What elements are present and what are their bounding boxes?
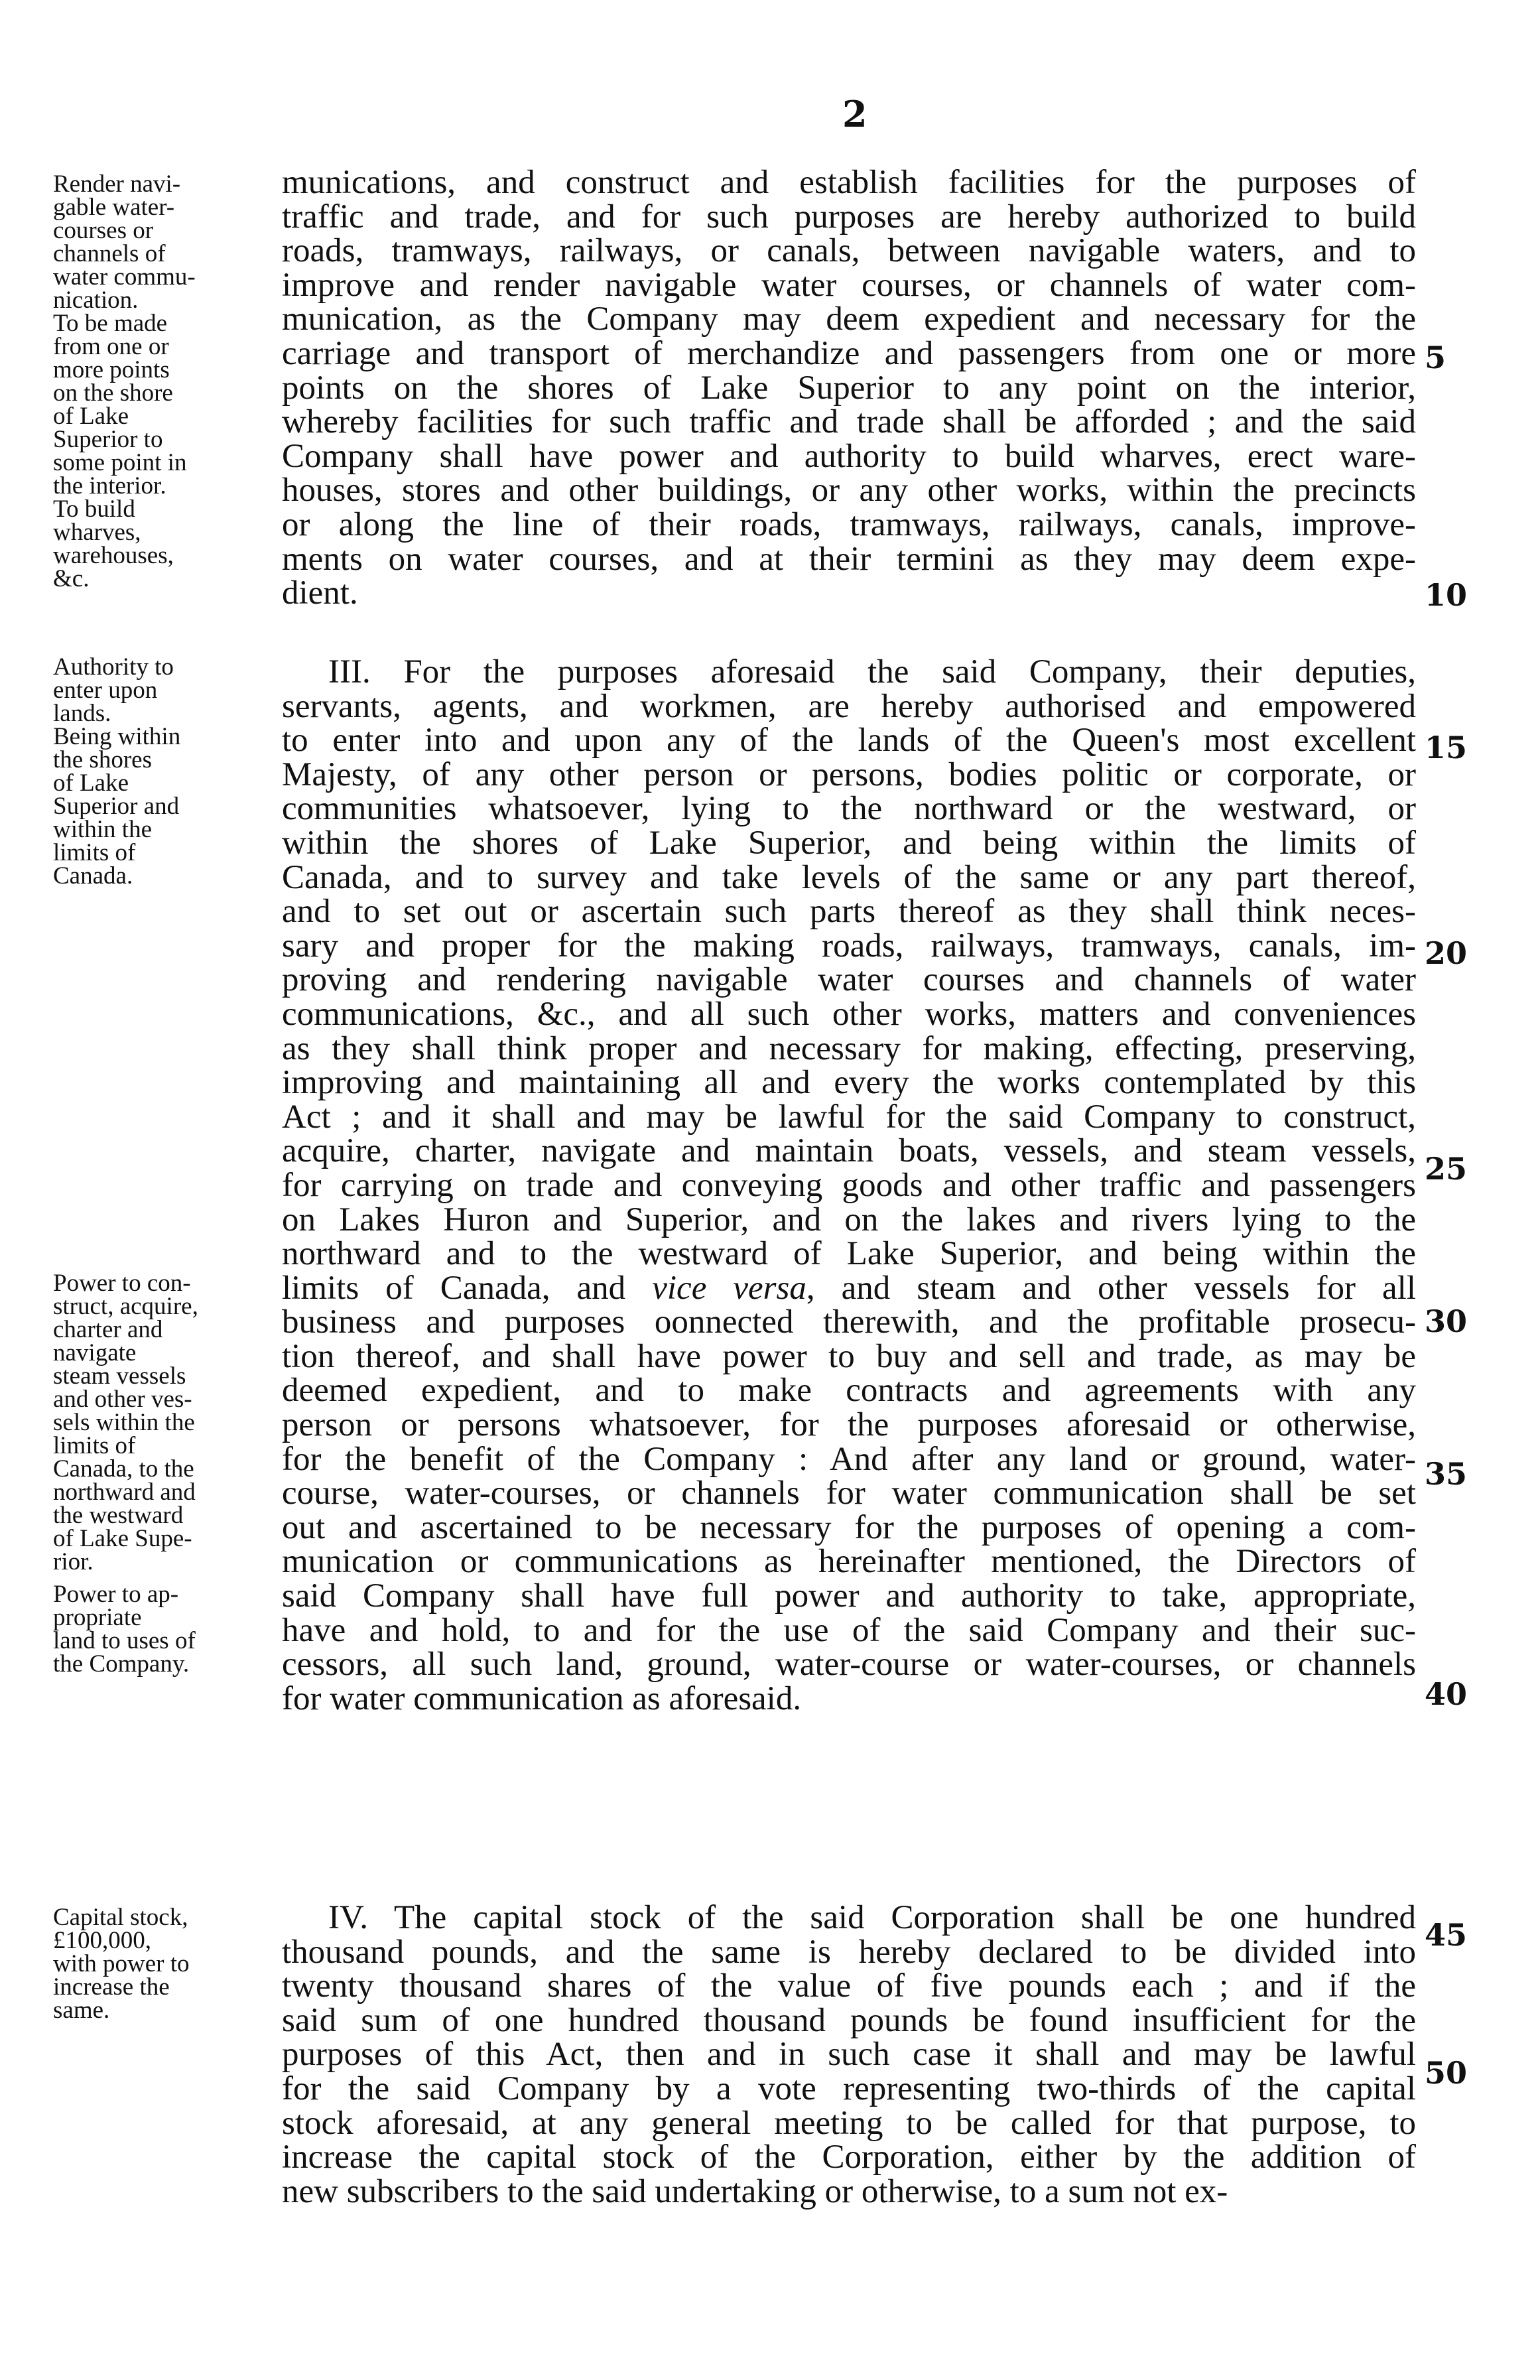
text-line: out and ascertained to be necessary for the purposes of opening a com-: [282, 1508, 1416, 1546]
text-line: business and purposes oonnected therewith, and the profitable prosecu-: [282, 1303, 1416, 1341]
sidenote-line: courses or: [53, 217, 154, 244]
line-number: 25: [1425, 1151, 1468, 1187]
sidenote-line: warehouses,: [53, 542, 174, 569]
text-line: for the said Company by a vote representing two-thirds of the capital: [282, 2070, 1416, 2107]
text-line: acquire, charter, navigate and maintain boats, vessels, and steam vessels,: [282, 1132, 1416, 1170]
line-number: 35: [1425, 1456, 1468, 1492]
sidenote-line: within the: [53, 816, 153, 843]
text-line: communications, &c., and all such other works, matters and conveniences: [282, 995, 1416, 1033]
sidenote-line: &c.: [53, 565, 90, 592]
sidenote-line: limits of: [53, 839, 136, 866]
sidenote-line: with power to: [53, 1950, 190, 1977]
sidenote-line: land to uses of: [53, 1627, 196, 1654]
text-line: new subscribers to the said undertaking or otherwise, to a sum not ex-: [282, 2172, 1228, 2210]
sidenote-line: Render navi-: [53, 170, 181, 198]
sidenote-line: Being within: [53, 723, 181, 750]
sidenote-line: sels within the: [53, 1409, 195, 1436]
sidenote-line: Superior to: [53, 426, 163, 453]
sidenote-line: wharves,: [53, 519, 141, 546]
line-number: 20: [1425, 935, 1468, 971]
sidenote-line: of Lake: [53, 769, 129, 797]
text-line: IV. The capital stock of the said Corporation shall be one hundred: [328, 1899, 1416, 1936]
line-number: 5: [1425, 340, 1446, 375]
text-line: person or persons whatsoever, for the purposes aforesaid or otherwise,: [282, 1406, 1416, 1444]
line-number: 10: [1425, 577, 1468, 613]
paragraph-facilities: [282, 166, 1416, 611]
sidenote-line: rior.: [53, 1548, 94, 1575]
paragraph-section-iii: [282, 655, 1416, 1716]
text-line: and to set out or ascertain such parts thereof as they shall think neces-: [282, 893, 1416, 931]
sidenote-line: £100,000,: [53, 1927, 151, 1954]
text-line: roads, tramways, railways, or canals, between navigable waters, and to: [282, 232, 1416, 270]
text-line: increase the capital stock of the Corporation, either by the addition of: [282, 2139, 1416, 2176]
sidenote-line: increase the: [53, 1973, 170, 2001]
sidenote-line: northward and: [53, 1479, 196, 1506]
sidenote-capital-stock: [53, 1906, 279, 2022]
text-line: munication or communications as hereinafter mentioned, the Directors of: [282, 1543, 1416, 1581]
page-number: 2: [842, 93, 867, 135]
sidenote-line: Power to con-: [53, 1270, 191, 1297]
sidenote-line: enter upon: [53, 677, 158, 704]
sidenote-line: the interior.: [53, 472, 166, 499]
text-line: as they shall think proper and necessary for making, effecting, preserving,: [282, 1029, 1416, 1067]
sidenote-line: gable water-: [53, 194, 175, 221]
sidenote-line: steam vessels: [53, 1362, 186, 1390]
sidenote-line: some point in: [53, 449, 187, 476]
sidenote-line: limits of: [53, 1432, 136, 1459]
text-line: houses, stores and other buildings, or any other works, within the precincts: [282, 472, 1416, 509]
sidenote-line: from one or: [53, 333, 169, 360]
text-line: carriage and transport of merchandize and passengers from one or more: [282, 334, 1416, 372]
text-line: proving and rendering navigable water courses and channels of water: [282, 961, 1416, 999]
text-line: purposes of this Act, then and in such case it shall and may be lawful: [282, 2036, 1416, 2074]
text-line: stock aforesaid, at any general meeting to be called for that purpose, to: [282, 2104, 1416, 2142]
text-line: servants, agents, and workmen, are hereby authorised and empowered: [282, 687, 1416, 725]
sidenote-line: propriate: [53, 1604, 142, 1631]
sidenote-line: lands.: [53, 700, 111, 727]
paragraph-section-iv: [282, 1901, 1416, 2209]
sidenote-line: same.: [53, 1997, 110, 2024]
sidenote-line: the Company.: [53, 1650, 190, 1678]
text-line: improve and render navigable water courses, or channels of water com-: [282, 266, 1416, 304]
text-line: have and hold, to and for the use of the said Company and their suc-: [282, 1611, 1416, 1649]
sidenote-line: more points: [53, 356, 170, 383]
text-line: Act ; and it shall and may be lawful for the said Company to construct,: [282, 1098, 1416, 1136]
sidenote-line: of Lake Supe-: [53, 1525, 192, 1552]
text-line: thousand pounds, and the same is hereby declared to be divided into: [282, 1933, 1416, 1971]
text-line: cessors, all such land, ground, water-course or water-courses, or channels: [282, 1646, 1416, 1684]
sidenote-line: the shores: [53, 746, 152, 773]
text-line: points on the shores of Lake Superior to any point on the interior,: [282, 369, 1416, 407]
sidenote-line: navigate: [53, 1339, 137, 1366]
text-line: or along the line of their roads, tramways, railways, canals, improve-: [282, 505, 1416, 543]
text-line: said Company shall have full power and authority to take, appropriate,: [282, 1577, 1416, 1615]
text-line: to enter into and upon any of the lands of the Queen's most excellent: [282, 722, 1416, 760]
sidenote-navigable-waters: [53, 172, 279, 590]
text-line: munication, as the Company may deem expedient and necessary for the: [282, 300, 1416, 338]
sidenote-line: the westward: [53, 1502, 184, 1529]
sidenote-line: Canada, to the: [53, 1455, 194, 1483]
sidenote-line: charter and: [53, 1316, 163, 1343]
sidenote-power-to-construct: [53, 1272, 279, 1573]
sidenote-line: Power to ap-: [53, 1581, 179, 1608]
text-line: III. For the purposes aforesaid the said Company, their deputies,: [328, 653, 1416, 691]
text-line: Canada, and to survey and take levels of the same or any part thereof,: [282, 858, 1416, 896]
text-line: improving and maintaining all and every the works contemplated by this: [282, 1064, 1416, 1102]
sidenote-line: struct, acquire,: [53, 1293, 198, 1320]
sidenote-line: nication.: [53, 287, 139, 314]
text-line: sary and proper for the making roads, railways, tramways, canals, im-: [282, 927, 1416, 964]
sidenote-line: of Lake: [53, 403, 129, 430]
sidenote-authority-to-enter: [53, 655, 279, 888]
text-line: traffic and trade, and for such purposes are hereby authorized to build: [282, 198, 1416, 235]
text-line: for the benefit of the Company : And after any land or ground, water-: [282, 1440, 1416, 1478]
text-line: for water communication as aforesaid.: [282, 1680, 802, 1717]
line-number: 45: [1425, 1917, 1468, 1953]
line-number: 30: [1425, 1303, 1468, 1339]
text-line: within the shores of Lake Superior, and being within the limits of: [282, 824, 1416, 862]
text-line: tion thereof, and shall have power to buy and sell and trade, as may be: [282, 1337, 1416, 1375]
sidenote-line: Superior and: [53, 793, 180, 820]
sidenote-line: water commu-: [53, 263, 196, 291]
text-line: northward and to the westward of Lake Superior, and being within the: [282, 1235, 1416, 1273]
sidenote-line: channels of: [53, 240, 166, 267]
sidenote-line: To be made: [53, 310, 168, 337]
sidenote-line: and other ves-: [53, 1386, 192, 1413]
text-line: on Lakes Huron and Superior, and on the lakes and rivers lying to the: [282, 1201, 1416, 1238]
text-line: course, water-courses, or channels for water communication shall be set: [282, 1475, 1416, 1512]
italic-phrase: vice versa: [652, 1269, 806, 1307]
line-number: 40: [1425, 1676, 1468, 1712]
text-line: deemed expedient, and to make contracts and agreements with any: [282, 1372, 1416, 1410]
text-line: said sum of one hundred thousand pounds be found insufficient for the: [282, 2001, 1416, 2039]
text-line: twenty thousand shares of the value of five pounds each ; and if the: [282, 1967, 1416, 2005]
sidenote-line: Canada.: [53, 862, 133, 890]
text-line: communities whatsoever, lying to the northward or the westward, or: [282, 790, 1416, 828]
text-line: ments on water courses, and at their termini as they may deem expe-: [282, 540, 1416, 578]
sidenote-line: on the shore: [53, 379, 173, 407]
text-line: munications, and construct and establish facilities for the purposes of: [282, 164, 1416, 201]
text-line: dient.: [282, 574, 358, 612]
sidenote-power-to-appropriate: [53, 1583, 279, 1676]
line-number: 15: [1425, 730, 1468, 765]
text-line: for carrying on trade and conveying goods and other traffic and passengers: [282, 1166, 1416, 1204]
sidenote-line: To build: [53, 496, 135, 523]
sidenote-line: Capital stock,: [53, 1904, 188, 1931]
line-number: 50: [1425, 2055, 1468, 2091]
sidenote-line: Authority to: [53, 653, 174, 681]
text-line: Company shall have power and authority to build wharves, erect ware-: [282, 437, 1416, 475]
text-line: Majesty, of any other person or persons, bodies politic or corporate, or: [282, 756, 1416, 793]
text-line: whereby facilities for such traffic and trade shall be afforded ; and the said: [282, 403, 1416, 441]
text-line: limits of Canada, and vice versa, and steam and other vessels for all: [282, 1269, 1416, 1307]
